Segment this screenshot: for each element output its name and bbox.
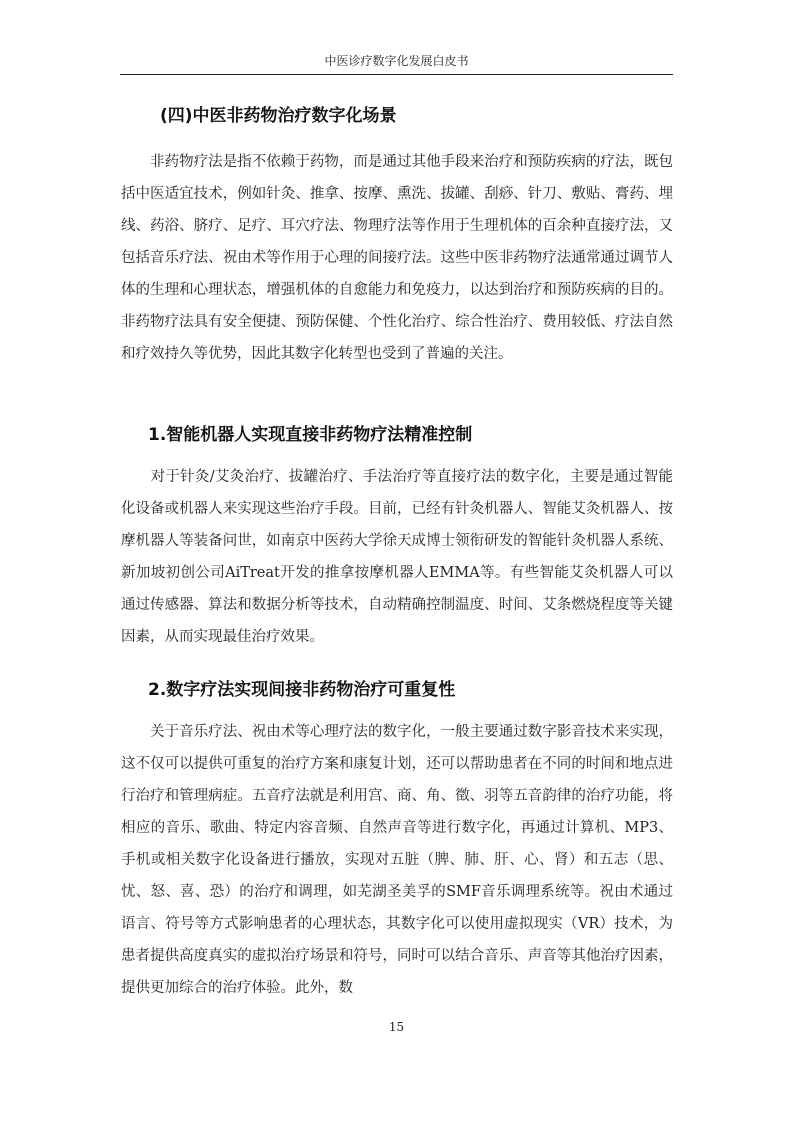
intro-paragraph: 非药物疗法是指不依赖于药物，而是通过其他手段来治疗和预防疾病的疗法，既包括中医适宜技术，例如针灸、推拿、按摩、熏洗、拔罐、刮痧、针刀、敷贴、膏药、埋线、药浴、脐疗、足疗、耳穴疗法、物理疗法等作用于生理机体的百余种直接疗法，又包括音乐疗法、祝由术等作用于心理的间接疗法。这些中医非药物疗法通常通过调节人体的生理和心理状态，增强机体的自愈能力和免疫力，以达到治疗和预防疾病的目的。非药物疗法具有安全便捷、预防保健、个性化治疗、综合性治疗、费用较低、疗法自然和疗效持久等优势，因此其数字化转型也受到了普遍的关注。 — [121, 154, 673, 362]
page-number: 15 — [388, 1020, 405, 1034]
subsection-paragraph-2: 关于音乐疗法、祝由术等心理疗法的数字化，一般主要通过数字影音技术来实现，这不仅可以提供可重复的治疗方案和康复计划，还可以帮助患者在不同的时间和地点进行治疗和管理病症。五音疗法就是利用宫、商、角、徵、羽等五音韵律的治疗功能，将相应的音乐、歌曲、特定内容音频、自然声音等进行数字化，再通过计算机、MP3、手机或相关数字化设备进行播放，实现对五脏（脾、肺、肝、心、肾）和五志（思、忧、怒、喜、恐）的治疗和调理，如芜湖圣美孚的SMF音乐调理系统等。祝由术通过语言、符号等方式影响患者的心理状态，其数字化可以使用虚拟现实（VR）技术，为患者提供高度真实的虚拟治疗场景和符号，同时可以结合音乐、声音等其他治疗因素，提供更加综合的治疗体验。此外，数 — [121, 724, 673, 996]
subsection-heading-2: 2.数字疗法实现间接非药物治疗可重复性 — [148, 680, 456, 700]
subsection-paragraph-1: 对于针灸/艾灸治疗、拔罐治疗、手法治疗等直接疗法的数字化，主要是通过智能化设备或机器人来实现这些治疗手段。目前，已经有针灸机器人、智能艾灸机器人、按摩机器人等装备问世，如南京中医药大学徐天成博士领衔研发的智能针灸机器人系统、新加坡初创公司AiTreat开发的推拿按摩机器人EMMA等。有些智能艾灸机器人可以通过传感器、算法和数据分析等技术，自动精确控制温度、时间、艾条燃烧程度等关键因素，从而实现最佳治疗效果。 — [121, 469, 673, 645]
subsection-heading-1: 1.智能机器人实现直接非药物疗法精准控制 — [148, 425, 473, 445]
page-header: 中医诊疗数字化发展白皮书 — [120, 52, 673, 75]
section-heading: (四)中医非药物治疗数字化场景 — [160, 106, 397, 126]
